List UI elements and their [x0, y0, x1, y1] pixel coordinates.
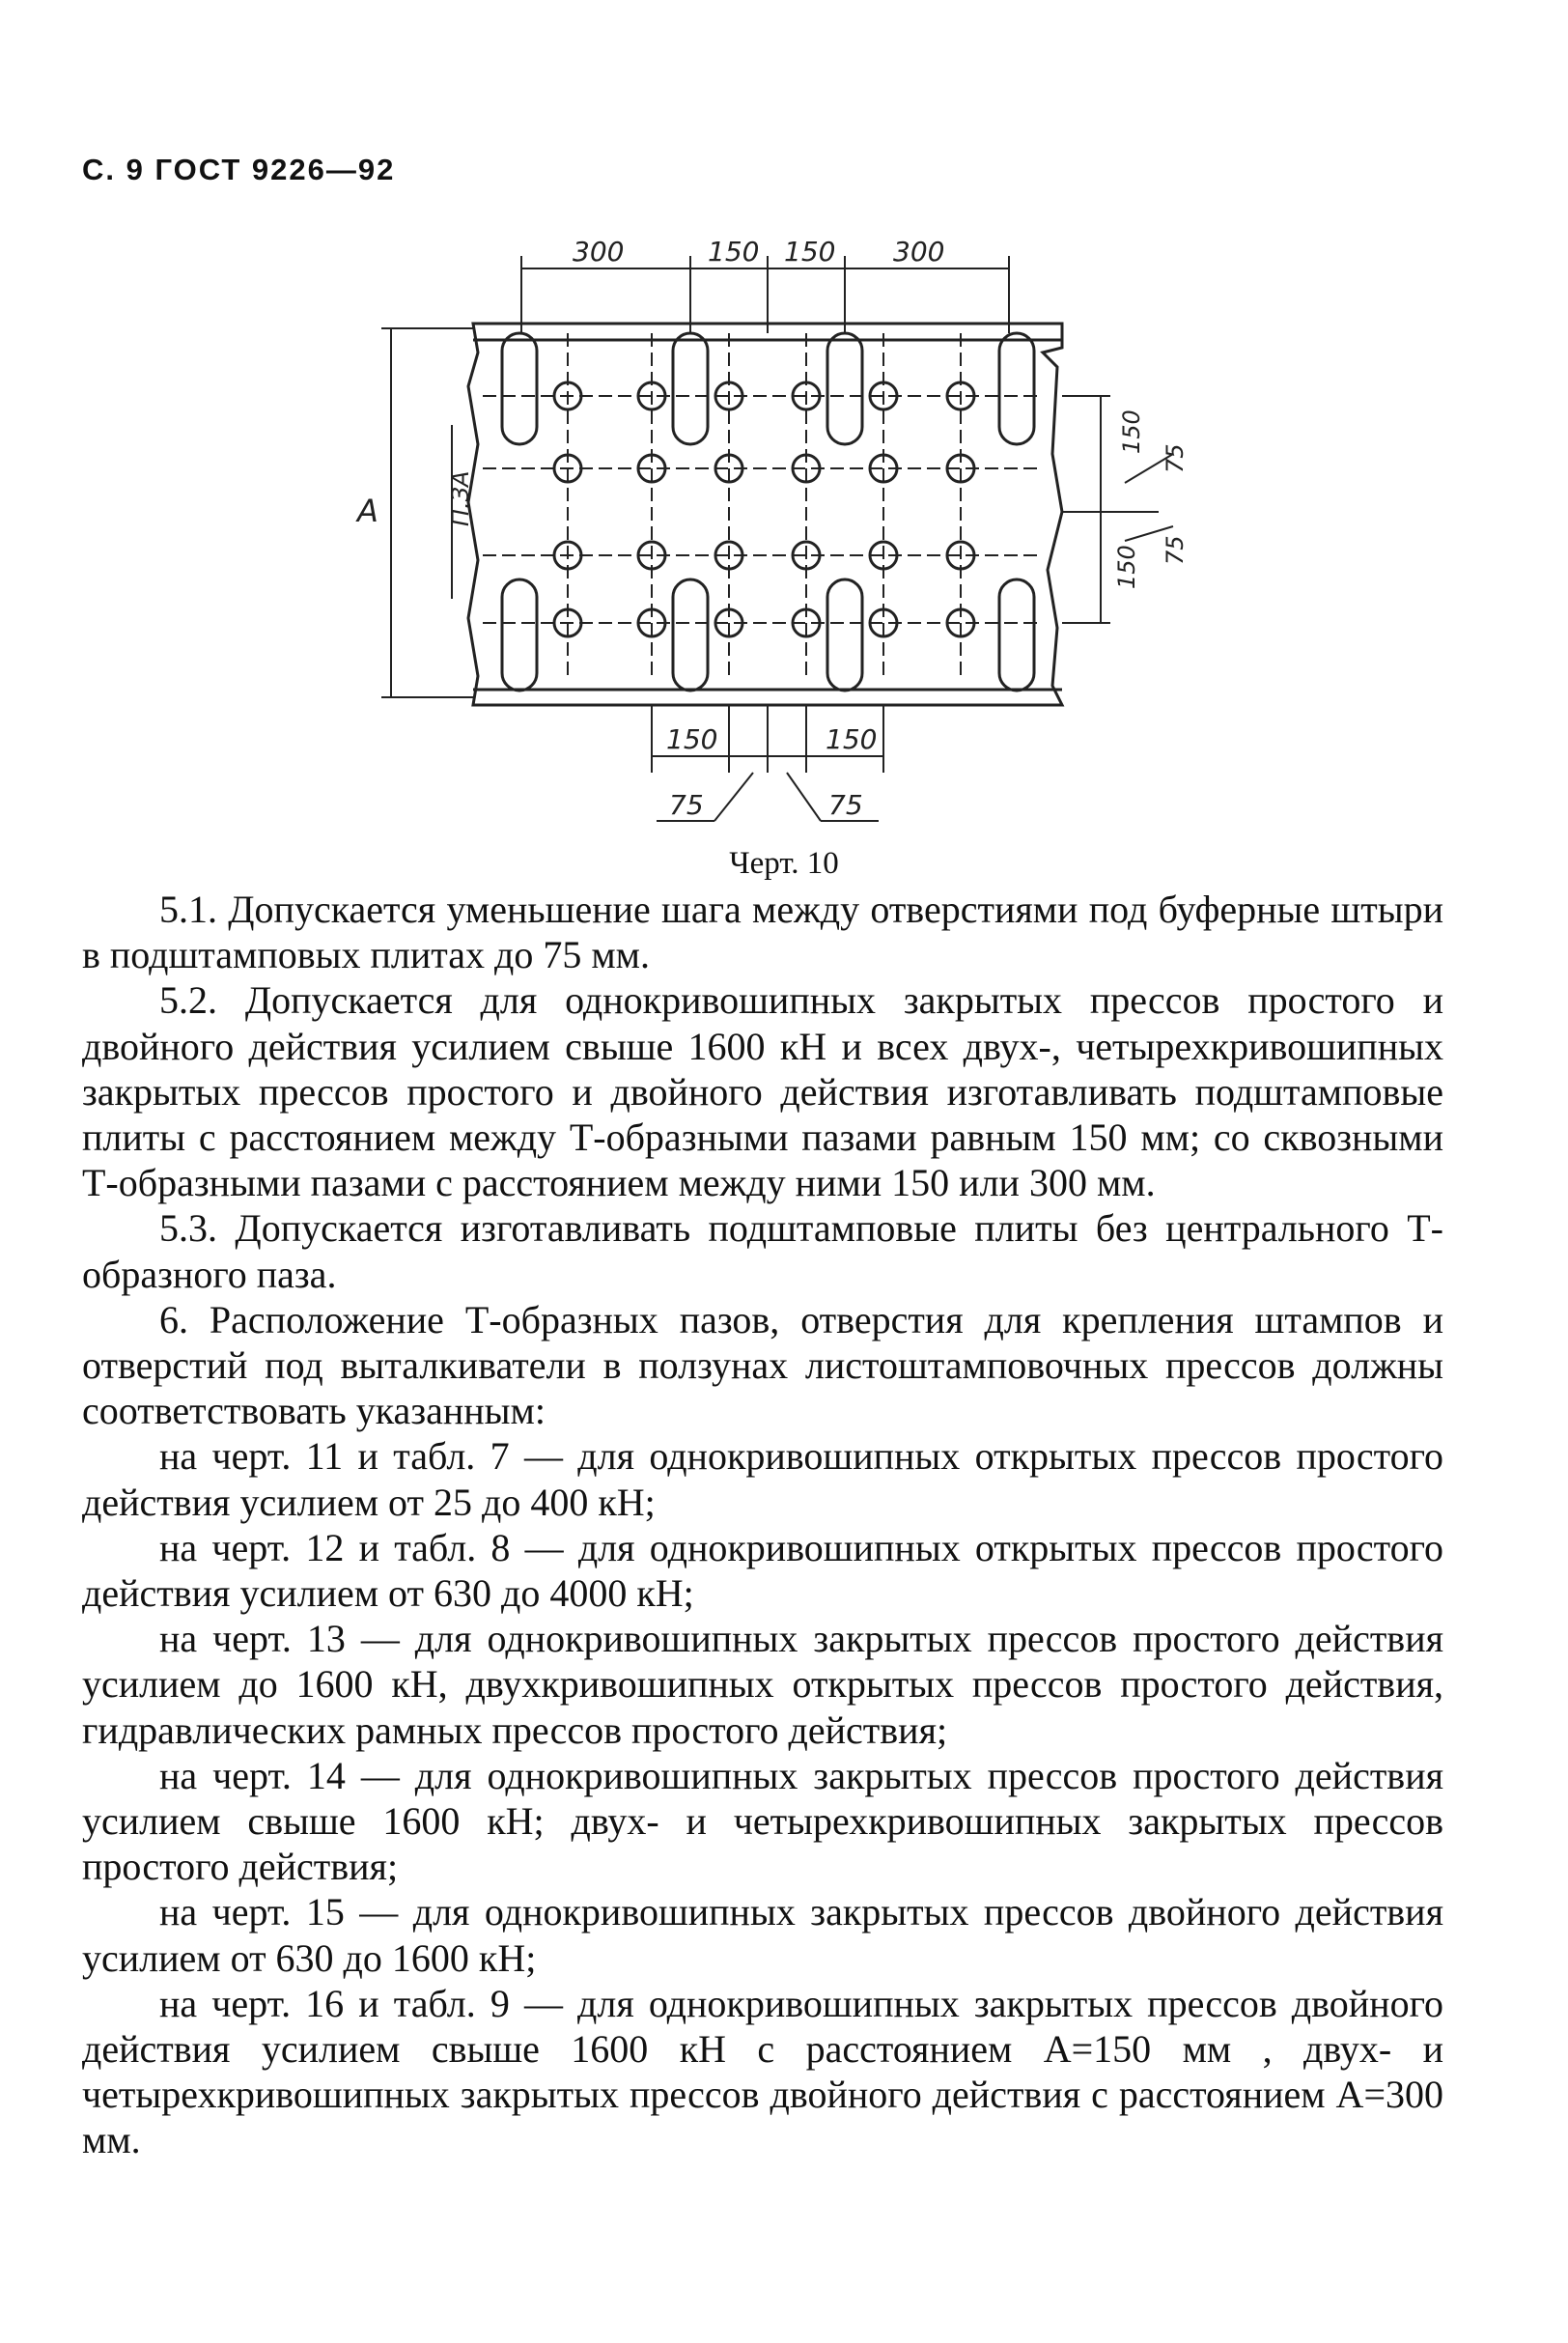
list-item-chert-11: на черт. 11 и табл. 7 — для однокривошипных открытых прессов простого действия усилием от 25 до 400 кН; [82, 1434, 1443, 1524]
dim-top-300a: 300 [573, 236, 625, 268]
plate-outline [468, 324, 1062, 705]
dim-top-300b: 300 [893, 236, 945, 268]
drawing-figure [0, 0, 1568, 869]
dim-top-150b: 150 [784, 236, 836, 268]
list-item-chert-13: на черт. 13 — для однокривошипных закрытых прессов простого действия усилием до 1600 кН, двухкривошипных открытых прессов простого действия, гидравлических рамных прессов простого действия; [82, 1617, 1443, 1752]
paragraph-5-3: 5.3. Допускается изготавливать подштамповые плиты без центрального Т-образного паза. [82, 1206, 1443, 1296]
paragraph-5-1: 5.1. Допускается уменьшение шага между отверстиями под буферные штыри в подштамповых плитах до 75 мм. [82, 888, 1443, 977]
page-header: С. 9 ГОСТ 9226—92 [82, 153, 396, 186]
dim-right-75b: 75 [1162, 535, 1189, 565]
top-dimensions [521, 256, 1009, 333]
dim-right-75a: 75 [1162, 443, 1189, 473]
list-item-chert-12: на черт. 12 и табл. 8 — для однокривошипных открытых прессов простого действия усилием от 630 до 4000 кН; [82, 1525, 1443, 1616]
list-item-chert-15: на черт. 15 — для однокривошипных закрытых прессов двойного действия усилием от 630 до 1600 кН; [82, 1890, 1443, 1980]
dim-left-a: A [357, 493, 378, 529]
dim-bottom-75b: 75 [828, 789, 863, 821]
dim-right-150b: 150 [1113, 545, 1140, 589]
paragraph-6: 6. Расположение Т-образных пазов, отверстия для крепления штампов и отверстий под выталкиватели в ползунах листоштамповочных прессов должны соответствовать указанным: [82, 1297, 1443, 1433]
dim-left-pza: П.ЗА [447, 470, 474, 526]
paragraph-5-2: 5.2. Допускается для однокривошипных закрытых прессов простого и двойного действия усилием свыше 1600 кН и всех двух-, четырехкривошипных закрытых прессов простого и двойного действия изготавливать подштамповые плиты с расстоянием между Т-образными пазами равным 150 мм; со сквозными Т-образными пазами с расстоянием между ними 150 или 300 мм. [82, 978, 1443, 1205]
list-item-chert-14: на черт. 14 — для однокривошипных закрытых прессов простого действия усилием свыше 1600 кН; двух- и четырехкривошипных закрытых прессов простого действия; [82, 1753, 1443, 1889]
dim-bottom-75a: 75 [669, 789, 704, 821]
buffer-holes [554, 382, 974, 636]
t-slots [502, 333, 1034, 691]
dim-bottom-150a: 150 [666, 723, 718, 755]
figure-caption: Черт. 10 [729, 846, 839, 881]
dim-right-150a: 150 [1118, 409, 1145, 454]
body-text [82, 887, 1443, 2163]
dim-bottom-150b: 150 [826, 723, 878, 755]
centerline-grid [483, 333, 1043, 681]
list-item-chert-16: на черт. 16 и табл. 9 — для однокривошипных закрытых прессов двойного действия усилием свыше 1600 кН с расстоянием A=150 мм , двух- и четырехкривошипных закрытых прессов двойного действия с расстоянием A=300 мм. [82, 1981, 1443, 2162]
dim-top-150a: 150 [708, 236, 760, 268]
